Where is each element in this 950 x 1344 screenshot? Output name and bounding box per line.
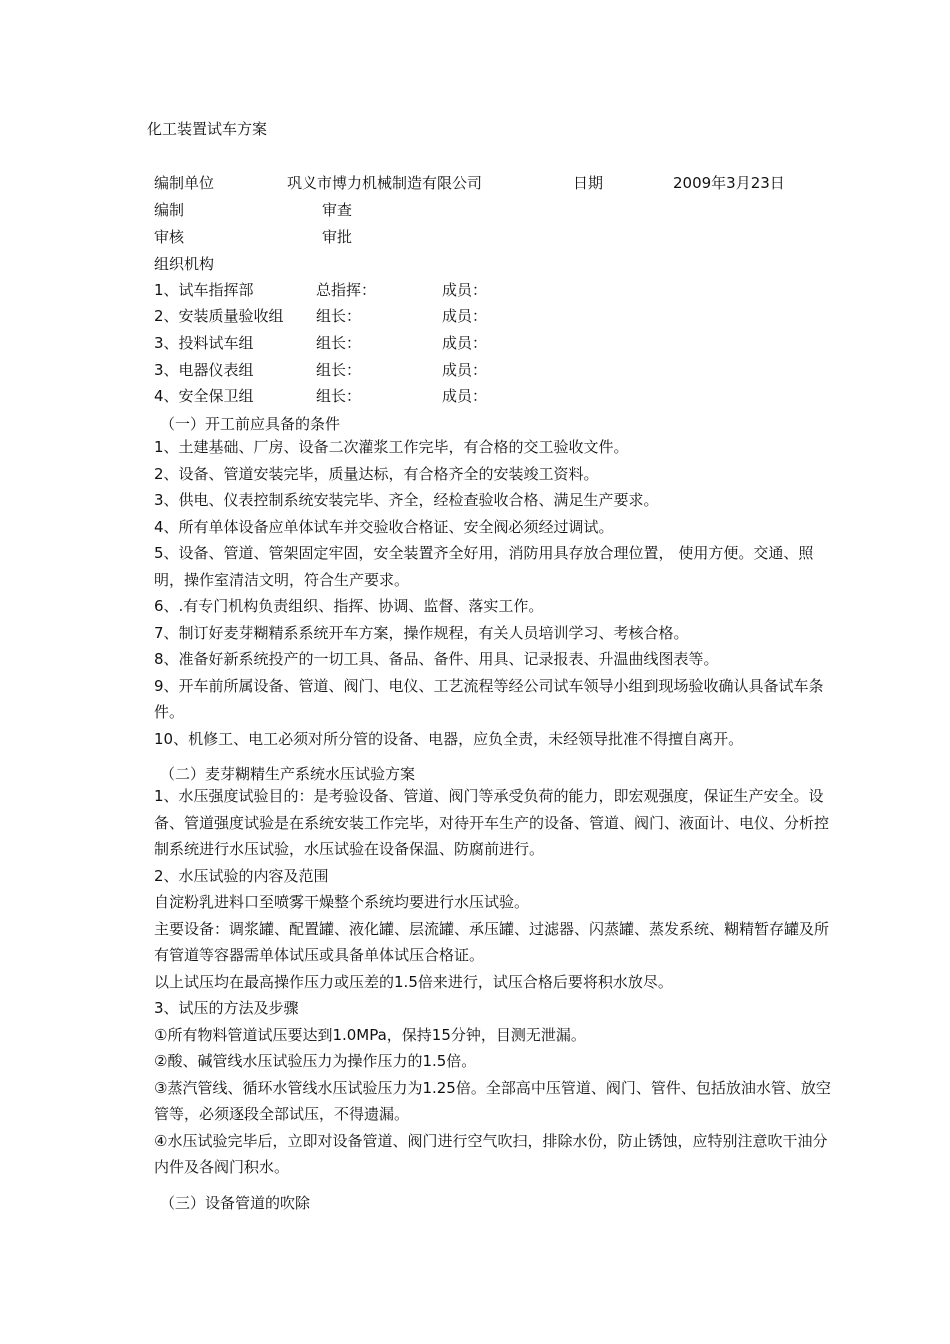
org-row-members: 成员：: [442, 334, 488, 352]
review-label: 审查: [322, 201, 353, 219]
org-row-members: 成员：: [442, 281, 488, 299]
list-item: 10、机修工、电工必须对所分管的设备、电器，应负全责，未经领导批准不得擅自离开。: [154, 729, 744, 748]
org-heading: 组织机构: [154, 255, 215, 273]
org-row-members: 成员：: [442, 307, 488, 325]
paragraph: ②酸、碱管线水压试验压力为操作压力的1.5倍。: [154, 1052, 477, 1070]
org-row: [154, 385, 654, 405]
paragraph: 2、水压试验的内容及范围: [154, 866, 329, 885]
paragraph: ③蒸汽管线、循环水管线水压试验压力为1.25倍。全部高中压管道、阀门、管件、包括放油水管、放空管等，必须逐段全部试压，不得遗漏。: [154, 1078, 831, 1123]
date-label: 日期: [573, 174, 604, 192]
org-row-lead: 组长：: [316, 334, 362, 352]
list-item: 3、供电、仪表控制系统安装完毕、齐全，经检查验收合格、满足生产要求。: [154, 491, 659, 509]
paragraph: 1、水压强度试验目的：是考验设备、管道、阀门等承受负荷的能力，即宏观强度，保证生产安全。设备、管道强度试验是在系统安装工作完毕，对待开车生产的设备、管道、阀门、液面计、电仪、分析控制系统进行水压试验，水压试验在设备保温、防腐前进行。: [154, 787, 830, 858]
section1-list: [154, 434, 834, 752]
paragraph: 自淀粉乳进料口至喷雾干燥整个系统均要进行水压试验。: [154, 893, 530, 911]
paragraph: 以上试压均在最高操作压力或压差的1.5倍来进行，试压合格后要将积水放尽。: [154, 972, 673, 991]
compile-label: 编制: [154, 201, 185, 219]
list-item: 7、制订好麦芽糊精系系统开车方案，操作规程，有关人员培训学习、考核合格。: [154, 623, 689, 642]
unit-value: 巩义市博力机械制造有限公司: [287, 174, 483, 192]
org-row-name: 3、电器仪表组: [154, 361, 254, 379]
unit-label: 编制单位: [154, 174, 215, 192]
org-row-lead: 总指挥：: [316, 281, 377, 299]
paragraph: ④水压试验完毕后，立即对设备管道、阀门进行空气吹扫，排除水份，防止锈蚀，应特别注意吹干油分内件及各阀门积水。: [154, 1131, 828, 1176]
paragraph: 3、试压的方法及步骤: [154, 999, 299, 1017]
list-item: 1、土建基础、厂房、设备二次灌浆工作完毕，有合格的交工验收文件。: [154, 438, 629, 456]
org-row: [154, 305, 654, 325]
section2-body: [154, 783, 834, 1181]
list-item: 5、设备、管道、管架固定牢固，安全装置齐全好用，消防用具存放合理位置， 使用方便。交通、照明，操作室清洁文明，符合生产要求。: [154, 544, 814, 589]
list-item: 2、设备、管道安装完毕，质量达标，有合格齐全的安装竣工资料。: [154, 464, 599, 483]
org-row-members: 成员：: [442, 361, 488, 379]
org-row-name: 2、安装质量验收组: [154, 307, 284, 325]
list-item: 6、.有专门机构负责组织、指挥、协调、监督、落实工作。: [154, 597, 544, 615]
audit-label: 审核: [154, 228, 185, 246]
org-row-name: 3、投料试车组: [154, 334, 254, 352]
approve-label: 审批: [322, 228, 353, 246]
org-row-name: 1、试车指挥部: [154, 281, 254, 299]
org-row: [154, 279, 654, 299]
paragraph: 主要设备：调浆罐、配置罐、液化罐、层流罐、承压罐、过滤器、闪蒸罐、蒸发系统、糊精暂存罐及所有管道等容器需单体试压或具备单体试压合格证。: [154, 919, 830, 964]
section-heading: （一）开工前应具备的条件: [160, 415, 341, 433]
paragraph: ①所有物料管道试压要达到1.0MPa，保持15分钟，目测无泄漏。: [154, 1025, 586, 1044]
org-row: [154, 332, 654, 352]
list-item: 8、准备好新系统投产的一切工具、备品、备件、用具、记录报表、升温曲线图表等。: [154, 650, 719, 668]
date-value: 2009年3月23日: [673, 174, 785, 192]
org-row-name: 4、安全保卫组: [154, 387, 254, 405]
section-heading: （二）麦芽糊精生产系统水压试验方案: [160, 765, 416, 783]
section-heading: （三）设备管道的吹除: [160, 1194, 311, 1212]
list-item: 4、所有单体设备应单体试车并交验收合格证、安全阀必须经过调试。: [154, 517, 614, 536]
org-row-members: 成员：: [442, 387, 488, 405]
org-row: [154, 359, 654, 379]
org-row-lead: 组长：: [316, 361, 362, 379]
org-row-lead: 组长：: [316, 307, 362, 325]
org-row-lead: 组长：: [316, 387, 362, 405]
list-item: 9、开车前所属设备、管道、阀门、电仪、工艺流程等经公司试车领导小组到现场验收确认具备试车条件。: [154, 676, 824, 721]
document-title: 化工装置试车方案: [147, 120, 268, 138]
